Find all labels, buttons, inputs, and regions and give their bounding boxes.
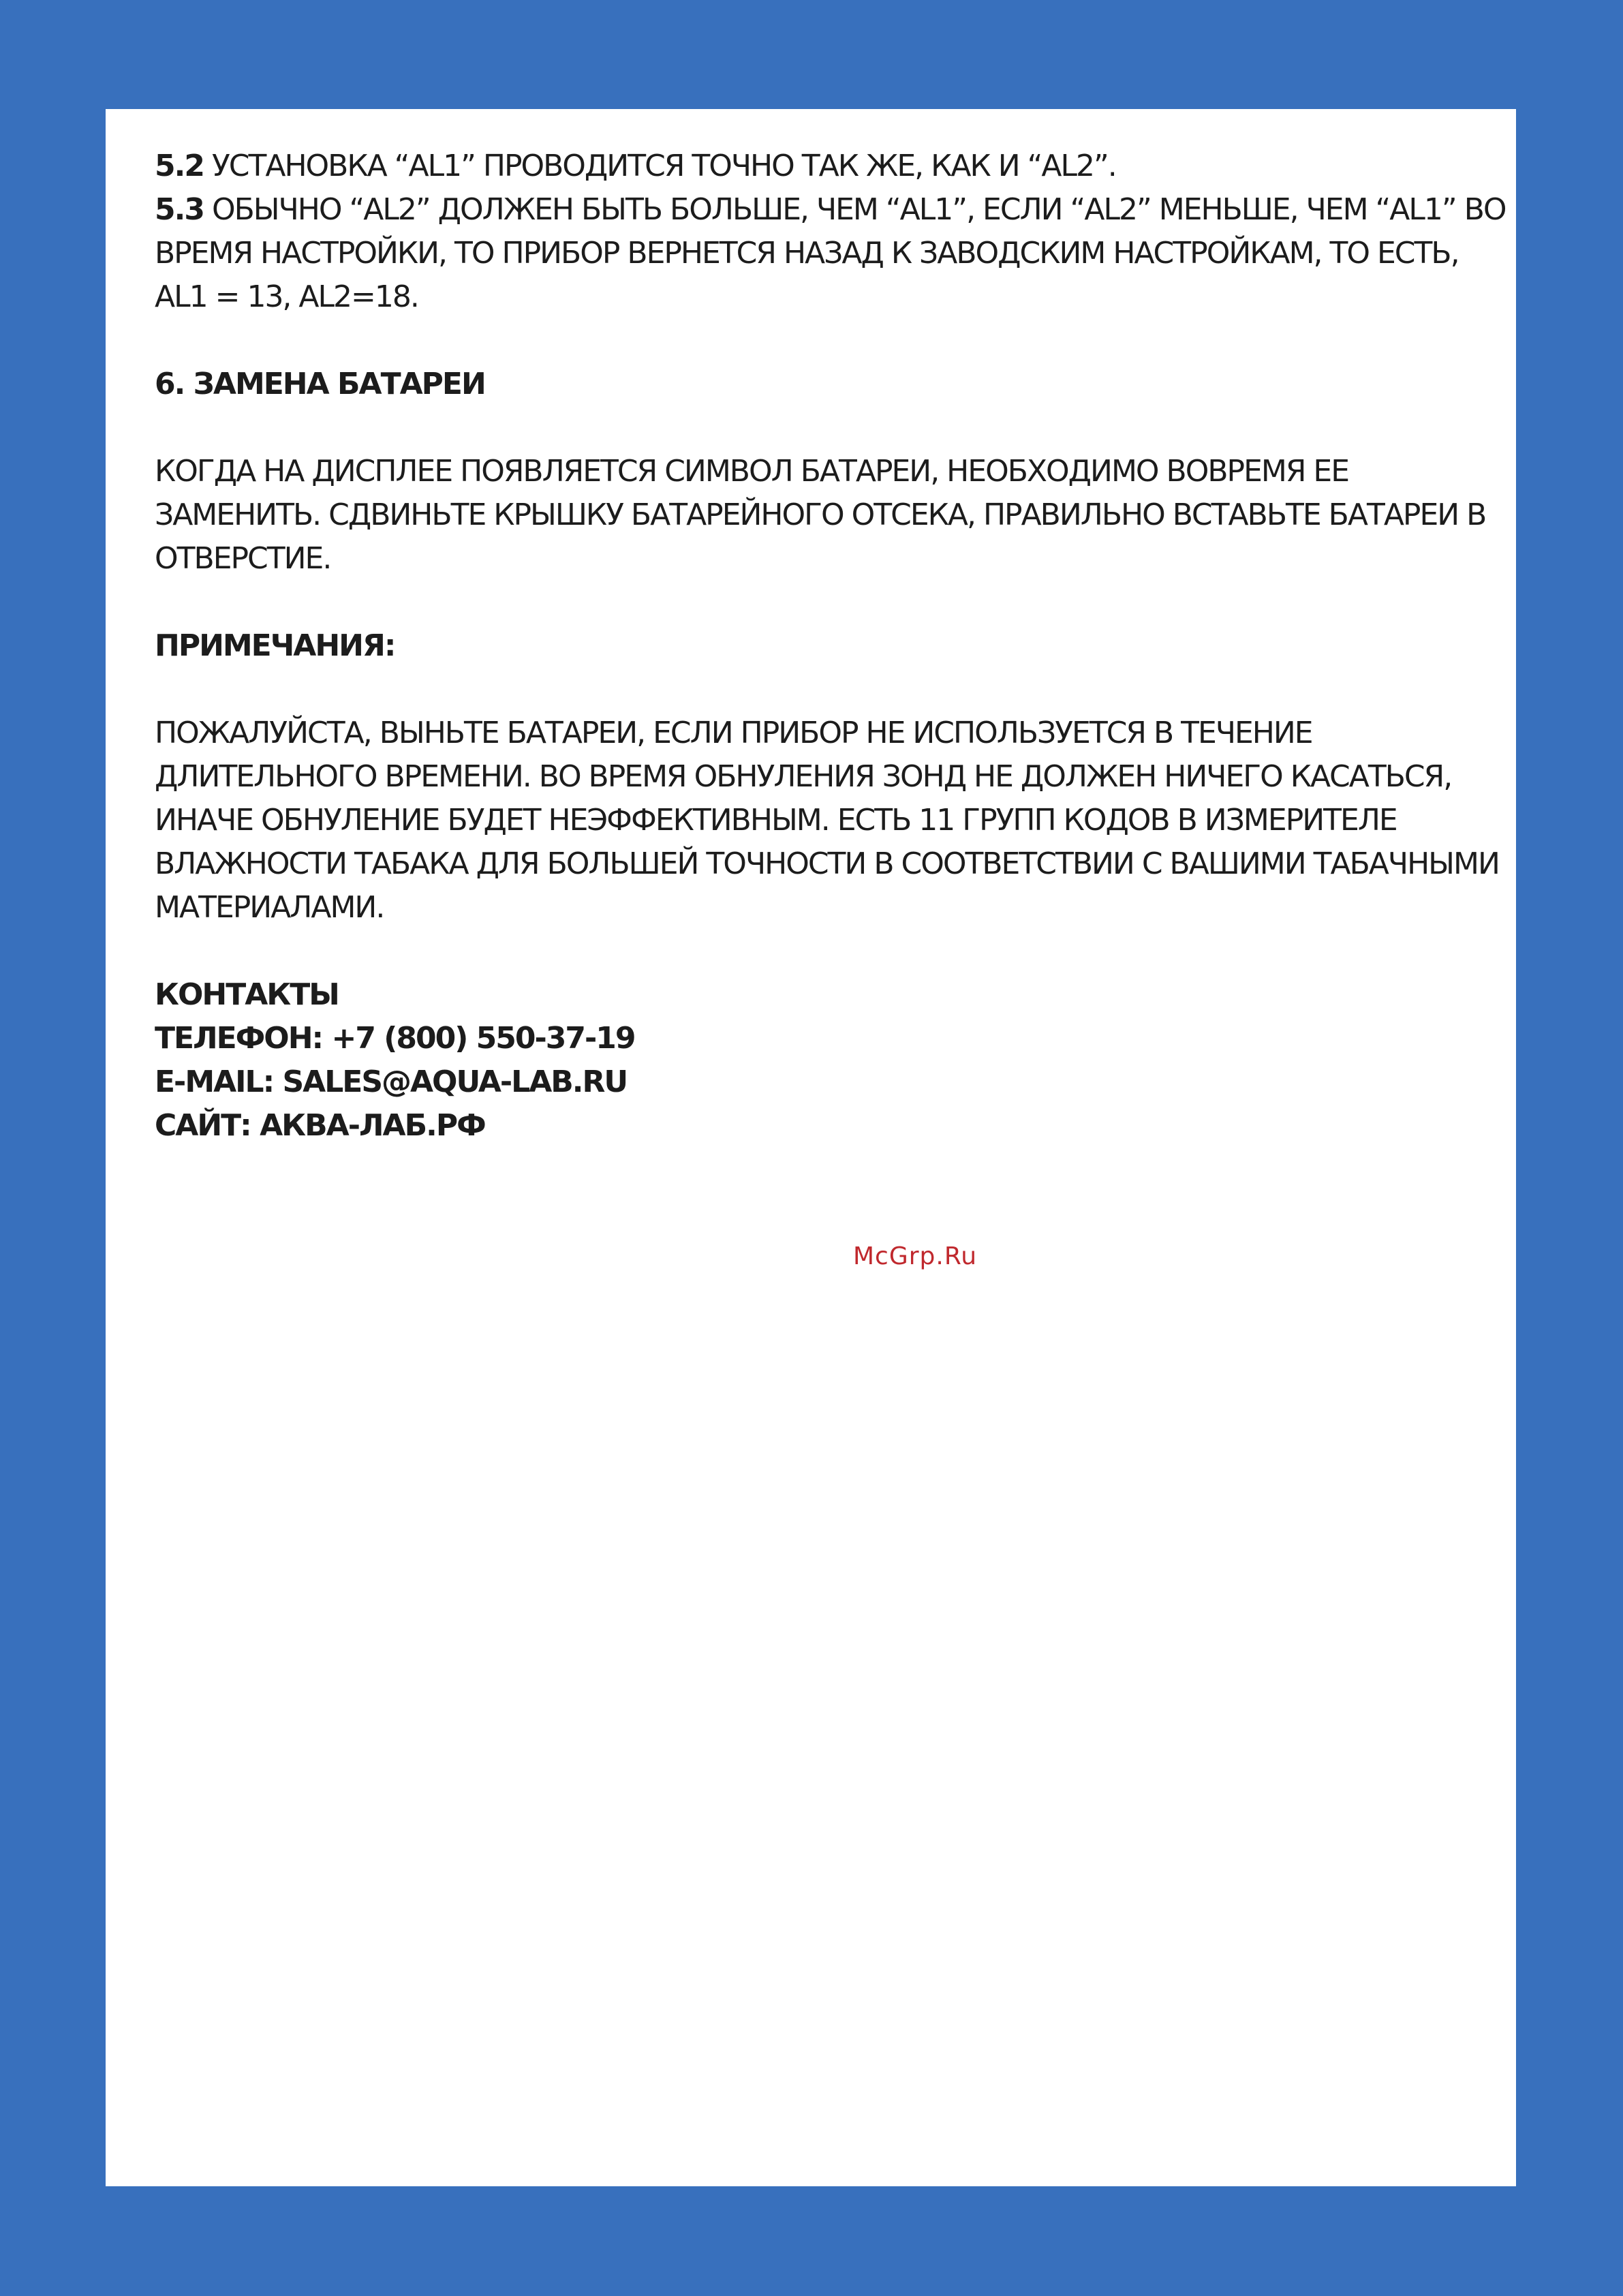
- page-content: [155, 144, 1511, 1148]
- clause-text-5-3: ОБЫЧНО “AL2” ДОЛЖЕН БЫТЬ БОЛЬШЕ, ЧЕМ “AL1”, ЕСЛИ “AL2” МЕНЬШЕ, ЧЕМ “AL1” ВО ВРЕМЯ НАСТРОЙКИ, ТО ПРИБОР ВЕРНЕТСЯ НАЗАД К ЗАВОДСКИМ НАСТРОЙКАМ, ТО ЕСТЬ, AL1 = 13, AL2=18.: [155, 192, 1506, 314]
- notes-heading: ПРИМЕЧАНИЯ:: [155, 628, 395, 663]
- contacts-heading: КОНТАКТЫ: [155, 977, 339, 1012]
- notes-body: ПОЖАЛУЙСТА, ВЫНЬТЕ БАТАРЕИ, ЕСЛИ ПРИБОР НЕ ИСПОЛЬЗУЕТСЯ В ТЕЧЕНИЕ ДЛИТЕЛЬНОГО ВРЕМЕНИ. ВО ВРЕМЯ ОБНУЛЕНИЯ ЗОНД НЕ ДОЛЖЕН НИЧЕГО КАСАТЬСЯ, ИНАЧЕ ОБНУЛЕНИЕ БУДЕТ НЕЭФФЕКТИВНЫМ. ЕСТЬ 11 ГРУПП КОДОВ В ИЗМЕРИТЕЛЕ ВЛАЖНОСТИ ТАБАКА ДЛЯ БОЛЬШЕЙ ТОЧНОСТИ В СООТВЕТСТВИИ С ВАШИМИ ТАБАЧНЫМИ МАТЕРИАЛАМИ.: [155, 716, 1499, 925]
- clause-number-5-2: 5.2: [155, 149, 204, 183]
- contact-phone: ТЕЛЕФОН: +7 (800) 550-37-19: [155, 1021, 635, 1056]
- paragraph-5-3: [155, 188, 1511, 319]
- watermark-text: McGrp.Ru: [853, 1242, 978, 1270]
- contact-site: САЙТ: АКВА-ЛАБ.РФ: [155, 1108, 485, 1143]
- clause-text-5-2: УСТАНОВКА “AL1” ПРОВОДИТСЯ ТОЧНО ТАК ЖЕ, КАК И “AL2”.: [203, 149, 1116, 183]
- battery-section-body: КОГДА НА ДИСПЛЕЕ ПОЯВЛЯЕТСЯ СИМВОЛ БАТАРЕИ, НЕОБХОДИМО ВОВРЕМЯ ЕЕ ЗАМЕНИТЬ. СДВИНЬТЕ КРЫШКУ БАТАРЕЙНОГО ОТСЕКА, ПРАВИЛЬНО ВСТАВЬТЕ БАТАРЕИ В ОТВЕРСТИЕ.: [155, 454, 1486, 576]
- battery-section-heading: 6. ЗАМЕНА БАТАРЕИ: [155, 367, 485, 401]
- clause-number-5-3: 5.3: [155, 192, 204, 227]
- contact-email: E-MAIL: SALES@AQUA-LAB.RU: [155, 1065, 628, 1099]
- document-page: [106, 109, 1516, 2186]
- paragraph-5-2: [155, 144, 1511, 188]
